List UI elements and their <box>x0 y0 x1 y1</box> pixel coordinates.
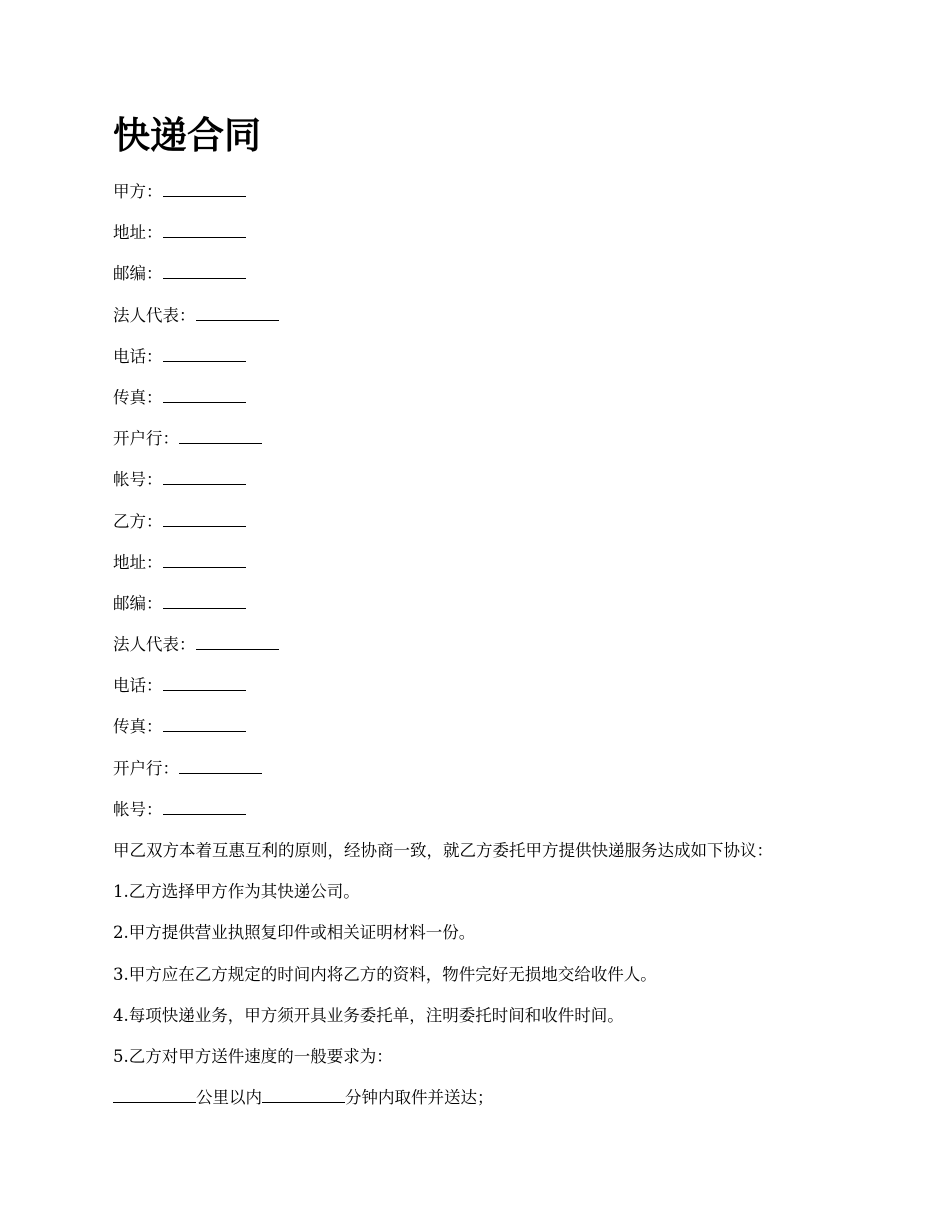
clause-2: 2.甲方提供营业执照复印件或相关证明材料一份。 <box>113 923 476 943</box>
party-a-legal-rep-blank <box>196 319 279 321</box>
party-b-address-label: 地址： <box>113 552 163 572</box>
document-title: 快递合同 <box>113 114 261 157</box>
party-b-name-blank <box>163 525 246 527</box>
party-b-phone-line <box>113 670 773 711</box>
clause-3: 3.甲方应在乙方规定的时间内将乙方的资料，物件完好无损地交给收件人。 <box>113 964 657 984</box>
party-a-address-blank <box>163 236 246 238</box>
party-a-postcode-blank <box>163 277 246 279</box>
party-a-legal-rep-label: 法人代表： <box>113 305 196 325</box>
party-b-bank-blank <box>179 772 262 774</box>
party-a-account-label: 帐号： <box>113 470 163 490</box>
party-a-name-blank <box>163 195 246 197</box>
party-a-fax-label: 传真： <box>113 387 163 407</box>
party-b-account-label: 帐号： <box>113 799 163 819</box>
party-b-name-label: 乙方： <box>113 511 163 531</box>
party-b-postcode-blank <box>163 607 246 609</box>
party-b-postcode-line <box>113 588 773 629</box>
clause-5: 5.乙方对甲方送件速度的一般要求为： <box>113 1046 393 1066</box>
party-b-fax-line <box>113 711 773 752</box>
party-a-legal-rep-line <box>113 300 773 341</box>
party-a-postcode-label: 邮编： <box>113 264 163 284</box>
party-a-account-line <box>113 464 773 505</box>
minutes-blank <box>262 1101 345 1103</box>
party-a-bank-line <box>113 423 773 464</box>
distance-blank <box>113 1101 196 1103</box>
party-a-bank-blank <box>179 442 262 444</box>
clause-4: 4.每项快递业务，甲方须开具业务委托单，注明委托时间和收件时间。 <box>113 1005 624 1025</box>
party-a-address-label: 地址： <box>113 223 163 243</box>
party-b-fax-blank <box>163 730 246 732</box>
distance-unit-text: 公里以内 <box>196 1088 262 1108</box>
party-a-name-label: 甲方： <box>113 182 163 201</box>
party-a-bank-label: 开户行： <box>113 429 179 449</box>
party-b-legal-rep-line <box>113 629 773 670</box>
party-a-phone-blank <box>163 360 246 362</box>
party-b-phone-label: 电话： <box>113 676 163 696</box>
speed-requirement-line <box>113 1082 773 1123</box>
party-a-fax-line <box>113 382 773 423</box>
party-b-account-line <box>113 794 773 835</box>
party-b-address-line <box>113 547 773 588</box>
party-a-name-line <box>113 176 773 217</box>
party-b-account-blank <box>163 813 246 815</box>
party-b-fax-label: 传真： <box>113 717 163 737</box>
party-b-name-line <box>113 506 773 547</box>
intro-paragraph: 甲乙双方本着互惠互利的原则，经协商一致，就乙方委托甲方提供快递服务达成如下协议： <box>113 841 773 860</box>
party-a-account-blank <box>163 483 246 485</box>
party-b-phone-blank <box>163 689 246 691</box>
party-b-address-blank <box>163 566 246 568</box>
party-a-postcode-line <box>113 258 773 299</box>
clause-1: 1.乙方选择甲方作为其快递公司。 <box>113 882 360 902</box>
party-a-address-line <box>113 217 773 258</box>
party-a-phone-line <box>113 341 773 382</box>
party-a-fax-blank <box>163 401 246 403</box>
document-body <box>113 176 773 1123</box>
party-b-legal-rep-label: 法人代表： <box>113 635 196 655</box>
party-a-phone-label: 电话： <box>113 346 163 366</box>
party-b-bank-label: 开户行： <box>113 758 179 778</box>
party-b-bank-line <box>113 753 773 794</box>
party-b-postcode-label: 邮编： <box>113 593 163 613</box>
party-b-legal-rep-blank <box>196 648 279 650</box>
minutes-unit-text: 分钟内取件并送达； <box>345 1088 494 1108</box>
